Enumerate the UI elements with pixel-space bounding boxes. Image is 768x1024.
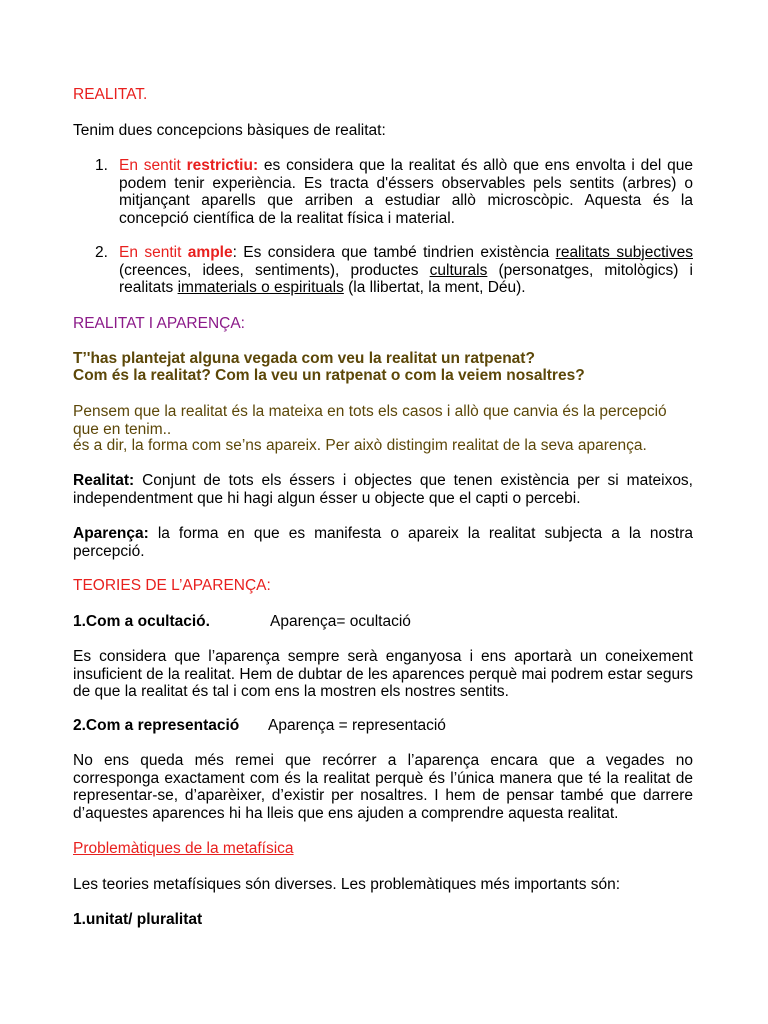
heading-realitat: REALITAT. — [73, 86, 148, 103]
definition-term: Aparença: — [73, 525, 149, 542]
underlined-term: immaterials o espirituals — [177, 279, 344, 296]
term-ample: ample — [187, 244, 233, 261]
problematiques-link-text: Problemàtiques de la metafísica — [73, 840, 294, 857]
term-restrictiu: restrictiu: — [186, 157, 259, 174]
pensem-paragraph-1: Pensem que la realitat és la mateixa en tots els casos i allò que canvia és la percepció que en tenim.. — [73, 403, 667, 438]
list-text: es considera que la realitat és allò que ens envolta i del que podem tenir experiència. Es tracta d'éssers observables pels sentits (arbres) o mitjançant aparells que arriben a estudiar allò microscòpic. Aquesta és la concepció científica de la realitat física i material. — [119, 157, 693, 227]
teoria-1-heading — [73, 613, 693, 631]
teoria-1-title: 1.Com a ocultació. — [73, 613, 210, 630]
teoria-2-text: No ens queda més remei que recórrer a l’aparença encara que a vegades no corresponga exactament com és la realitat perquè és l’única manera que té la realitat de representar-se, d’aparèixer, d’existir per nosaltres. I hem de pensar també que darrere d’aquestes aparences hi ha lleis que ens ajuden a comprendre aquesta realitat. — [73, 752, 693, 822]
heading-problematiques — [73, 840, 693, 858]
teoria-1-text: Es considera que l’aparença sempre serà enganyosa i ens aportarà un coneixement insuficient de la realitat. Hem de dubtar de les aparences perquè mai podrem estar segurs de que la realitat és tal i com ens la mostren els nostres sentits. — [73, 648, 693, 700]
pensem-paragraph-2: és a dir, la forma com se’ns apareix. Per això distingim realitat de la seva aparença. — [73, 437, 647, 454]
underlined-term: culturals — [429, 261, 488, 279]
definition-text: la forma en que es manifesta o apareix la realitat subjecta a la nostra percepció. — [73, 525, 693, 560]
underlined-term: realitats subjectives — [555, 244, 693, 261]
definition-term: Realitat: — [73, 472, 135, 489]
problematiques-intro: Les teories metafísiques són diverses. Les problemàtiques més importants són: — [73, 876, 621, 893]
definition-realitat — [73, 472, 693, 507]
list-item-ample — [119, 244, 693, 297]
definition-aparenca — [73, 525, 693, 560]
teoria-1-equation: Aparença= ocultació — [270, 613, 411, 630]
list-number-1: 1. — [95, 157, 108, 174]
list-prefix: En sentit — [119, 157, 187, 174]
list-text: : Es considera que també tindrien existència — [232, 244, 556, 261]
question-1: T’'has plantejat alguna vegada com veu la realitat un ratpenat? — [73, 350, 535, 367]
question-2: Com és la realitat? Com la veu un ratpenat o com la veiem nosaltres? — [73, 367, 585, 384]
list-prefix: En sentit — [119, 244, 188, 261]
definition-text: Conjunt de tots els éssers i objectes que tenen existència per si mateixos, independentment que hi hagi algun ésser u objecte que el capti o percebi. — [73, 472, 693, 507]
list-text: (creences, idees, sentiments), productes — [119, 261, 430, 279]
heading-realitat-aparenca: REALITAT I APARENÇA: — [73, 315, 245, 332]
list-number-2: 2. — [95, 244, 108, 261]
problematica-1: 1.unitat/ pluralitat — [73, 911, 203, 928]
teoria-2-title: 2.Com a representació — [73, 717, 240, 734]
list-item-restrictiu — [119, 157, 693, 227]
intro-text: Tenim dues concepcions bàsiques de realitat: — [73, 122, 386, 139]
list-text: (personatges, mitològics) i realitats — [119, 261, 693, 296]
teoria-2-equation: Aparença = representació — [268, 717, 446, 734]
heading-teories: TEORIES DE L’APARENÇA: — [73, 577, 271, 594]
list-text: (la llibertat, la ment, Déu). — [343, 279, 526, 296]
teoria-2-heading — [73, 717, 693, 735]
